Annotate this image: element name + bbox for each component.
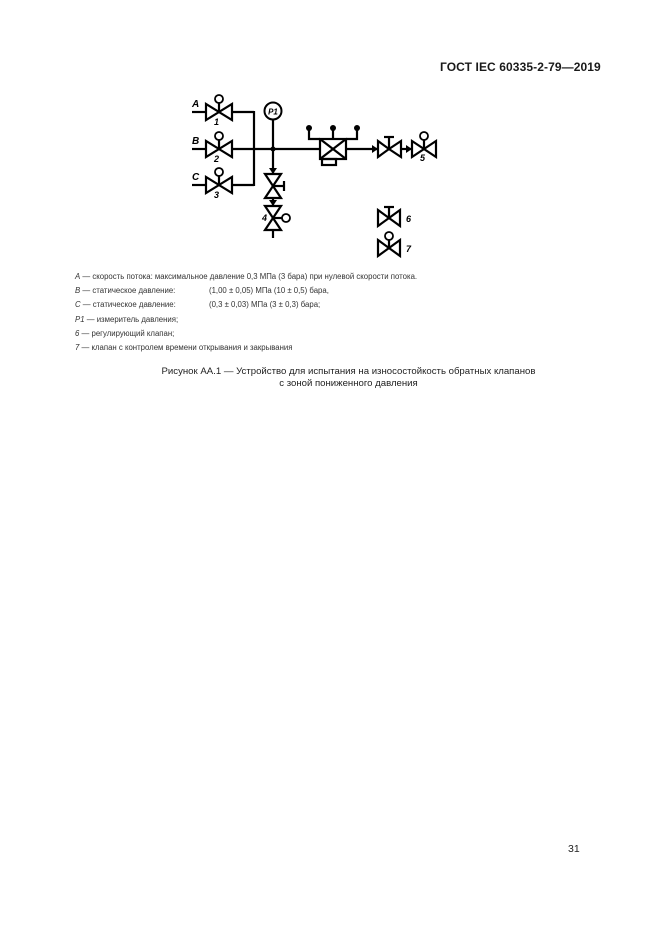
key-6-label: 6 [406,214,412,224]
legend-item-6: 6 — регулирующий клапан; [75,328,175,338]
figure-caption [0,366,661,389]
legend-item-b: B — статическое давление: (1,00 ± 0,05) МПа (10 ± 0,5) бара, [75,284,417,298]
valve-4-icon [265,206,290,230]
standard-header: ГОСТ IEC 60335-2-79—2019 [440,60,601,74]
legend-value-b: (1,00 ± 0,05) МПа (10 ± 0,5) бара, [209,286,329,296]
valve-5-label: 5 [420,153,426,163]
legend-item-7: 7 — клапан с контролем времени открывания и закрывания [75,342,293,352]
valve-3-label: 3 [214,190,220,200]
legend-item-a: A — скорость потока: максимальное давление 0,3 МПа (3 бара) при нулевой скорости потока. [75,272,418,281]
page-number: 31 [568,843,580,855]
test-rig-diagram [0,0,661,260]
caption-line-2: с зоной пониженного давления [279,377,418,389]
key-7-label: 7 [406,244,412,254]
vertical-regulating-valve-icon [265,174,284,198]
input-a-label: A [192,99,200,110]
valve-4-label: 4 [262,213,268,223]
valve-1-label: 1 [214,117,220,127]
valve-2-label: 2 [214,154,220,164]
timed-valve-key-icon [378,232,400,256]
legend-item-p1: P1 — измеритель давления; [75,314,179,324]
regulating-valve-key-icon [378,207,400,226]
input-b-label: B [192,136,200,147]
outlet-regulating-valve-icon [378,137,401,157]
legend-value-c: (0,3 ± 0,03) МПа (3 ± 0,3) бара; [209,300,321,310]
caption-line-1: Рисунок АА.1 — Устройство для испытания на износостойкость обратных клапанов [161,366,536,377]
input-c-label: C [192,172,200,183]
legend [75,270,417,355]
gauge-label: P1 [268,107,278,117]
legend-item-c: C — статическое давление: (0,3 ± 0,03) МПа (3 ± 0,3) бара; [75,298,417,312]
